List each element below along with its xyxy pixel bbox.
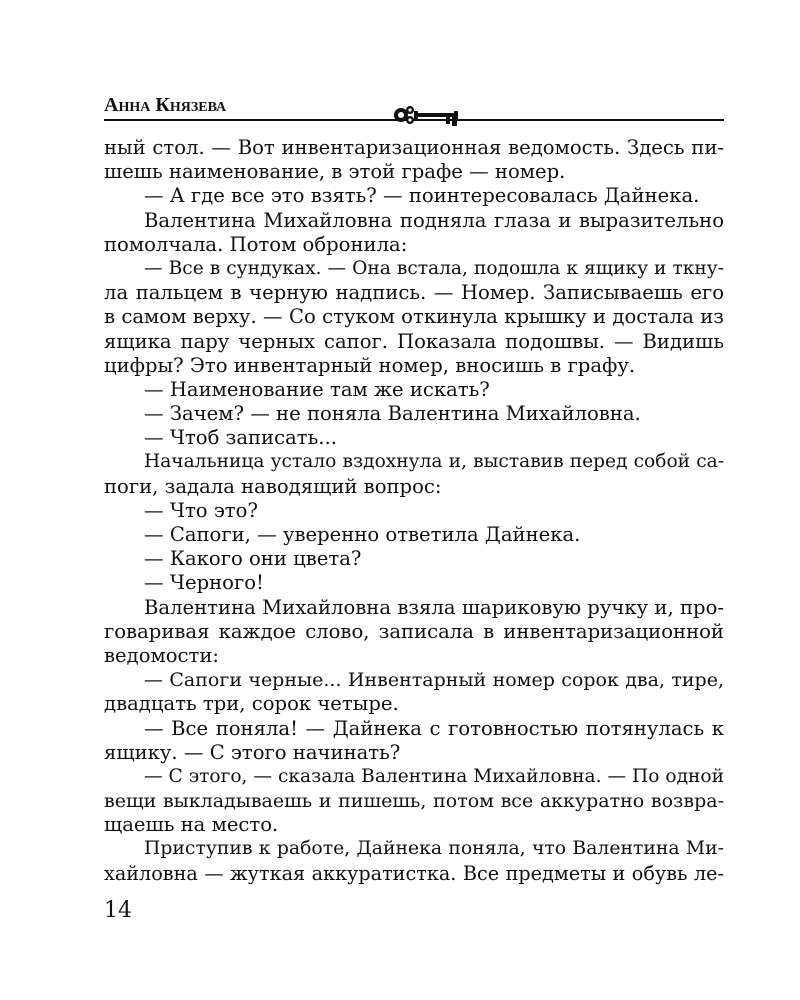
text-line: говаривая каждое слово, записала в инвентаризационной bbox=[104, 619, 724, 643]
text-line: поги, задала наводящий вопрос: bbox=[104, 474, 442, 498]
text-line: — А где все это взять? — поинтересовалась Дайнека. bbox=[144, 184, 700, 208]
text-line: Приступив к работе, Дайнека поняла, что Валентина Ми- bbox=[144, 838, 724, 860]
text-line: цифры? Это инвентарный номер, вносишь в графу. bbox=[104, 353, 636, 377]
text-line: Валентина Михайловна подняла глаза и выразительно bbox=[144, 208, 724, 232]
text-line: — Чтоб записать... bbox=[144, 426, 337, 450]
text-line: — Все в сундуках. — Она встала, подошла к ящику и ткну- bbox=[144, 257, 724, 279]
text-line: хайловна — жуткая аккуратистка. Все предметы и обувь ле- bbox=[104, 861, 724, 885]
text-line: в самом верху. — Со стуком откинула крышку и достала из bbox=[104, 305, 724, 329]
text-line: ный стол. — Вот инвентаризационная ведомость. Здесь пи- bbox=[104, 136, 724, 159]
text-line: двадцать три, сорок четыре. bbox=[104, 692, 399, 716]
text-line: ведомости: bbox=[104, 643, 219, 667]
running-header bbox=[104, 88, 724, 128]
text-line: — Сапоги черные... Инвентарный номер сорок два, тире, bbox=[144, 669, 724, 692]
key-icon bbox=[392, 102, 470, 128]
body-text bbox=[104, 136, 724, 886]
text-line: — Сапоги, — уверенно ответила Дайнека. bbox=[144, 523, 581, 546]
text-line: — Какого они цвета? bbox=[144, 547, 362, 571]
page-number: 14 bbox=[104, 898, 132, 923]
text-line: ящику. — С этого начинать? bbox=[104, 740, 401, 764]
text-line: — Черного! bbox=[144, 571, 264, 595]
text-line: — Наименование там же искать? bbox=[144, 377, 490, 401]
text-line: вещи выкладываешь и пишешь, потом все аккуратно возвра- bbox=[104, 790, 724, 813]
text-line: — Зачем? — не поняла Валентина Михайловна. bbox=[144, 402, 641, 426]
text-line: ла пальцем в черную надпись. — Номер. Записываешь его bbox=[104, 281, 724, 305]
text-line: Начальница устало вздохнула и, выставив перед собой са- bbox=[144, 451, 724, 473]
text-line: ящика пару черных сапог. Показала подошвы. — Видишь bbox=[104, 329, 724, 353]
text-line: шешь наименование, в этой графе — номер. bbox=[104, 160, 566, 184]
text-line: — Все поняла! — Дайнека с готовностью потянулась к bbox=[144, 716, 724, 740]
text-line: щаешь на место. bbox=[104, 813, 279, 837]
text-line: — С этого, — сказала Валентина Михайловна. — По одной bbox=[144, 765, 724, 787]
text-line: помолчала. Потом обронила: bbox=[104, 232, 408, 256]
text-line: Валентина Михайловна взяла шариковую ручку и, про- bbox=[144, 595, 724, 619]
text-line: — Что это? bbox=[144, 498, 258, 522]
author-name: Анна Князева bbox=[104, 94, 227, 116]
